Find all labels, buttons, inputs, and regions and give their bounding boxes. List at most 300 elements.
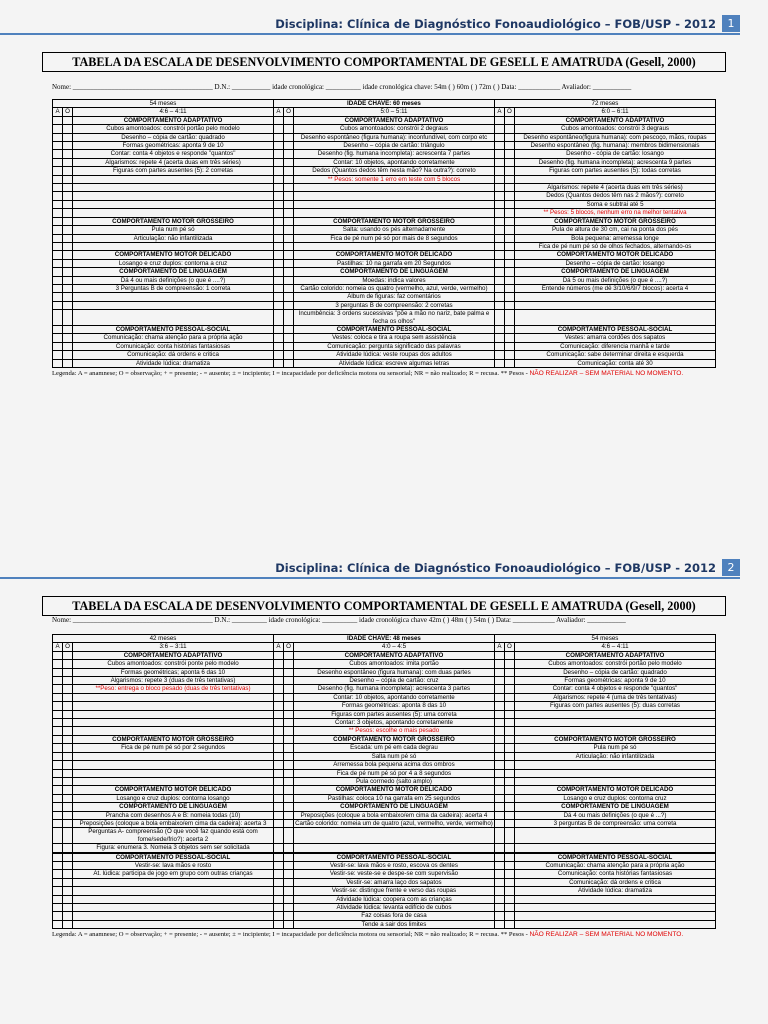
anamnese-cell[interactable] (53, 811, 63, 819)
anamnese-cell[interactable] (273, 752, 283, 760)
anamnese-cell[interactable] (53, 895, 63, 903)
anamnese-cell[interactable] (494, 651, 504, 659)
anamnese-cell[interactable] (53, 116, 63, 124)
observacao-cell[interactable] (63, 895, 73, 903)
anamnese-cell[interactable] (273, 895, 283, 903)
observacao-cell[interactable] (504, 226, 514, 234)
anamnese-cell[interactable] (494, 904, 504, 912)
observacao-cell[interactable] (504, 158, 514, 166)
anamnese-cell[interactable] (273, 693, 283, 701)
observacao-cell[interactable] (504, 342, 514, 350)
observacao-cell[interactable] (63, 660, 73, 668)
anamnese-cell[interactable] (53, 342, 63, 350)
anamnese-cell[interactable] (53, 351, 63, 359)
anamnese-cell[interactable] (494, 276, 504, 284)
anamnese-cell[interactable] (53, 668, 63, 676)
observacao-cell[interactable] (504, 133, 514, 141)
observacao-cell[interactable] (284, 116, 294, 124)
anamnese-cell[interactable] (53, 167, 63, 175)
observacao-cell[interactable] (63, 769, 73, 777)
observacao-cell[interactable] (63, 828, 73, 844)
anamnese-cell[interactable] (273, 685, 283, 693)
observacao-cell[interactable] (63, 803, 73, 811)
anamnese-cell[interactable] (494, 251, 504, 259)
anamnese-cell[interactable] (53, 761, 63, 769)
anamnese-cell[interactable] (273, 811, 283, 819)
observacao-cell[interactable] (284, 359, 294, 367)
observacao-cell[interactable] (63, 727, 73, 735)
anamnese-cell[interactable] (53, 651, 63, 659)
observacao-cell[interactable] (63, 844, 73, 852)
anamnese-cell[interactable] (273, 351, 283, 359)
anamnese-cell[interactable] (273, 803, 283, 811)
anamnese-cell[interactable] (273, 293, 283, 301)
anamnese-cell[interactable] (53, 142, 63, 150)
anamnese-cell[interactable] (53, 794, 63, 802)
anamnese-cell[interactable] (494, 125, 504, 133)
anamnese-cell[interactable] (273, 668, 283, 676)
observacao-cell[interactable] (63, 259, 73, 267)
observacao-cell[interactable] (504, 870, 514, 878)
observacao-cell[interactable] (284, 125, 294, 133)
anamnese-cell[interactable] (494, 209, 504, 217)
observacao-cell[interactable] (63, 752, 73, 760)
observacao-cell[interactable] (284, 351, 294, 359)
anamnese-cell[interactable] (53, 887, 63, 895)
anamnese-cell[interactable] (494, 351, 504, 359)
anamnese-cell[interactable] (273, 744, 283, 752)
anamnese-cell[interactable] (53, 133, 63, 141)
anamnese-cell[interactable] (273, 158, 283, 166)
observacao-cell[interactable] (63, 677, 73, 685)
observacao-cell[interactable] (284, 811, 294, 819)
anamnese-cell[interactable] (494, 175, 504, 183)
observacao-cell[interactable] (63, 693, 73, 701)
observacao-cell[interactable] (284, 301, 294, 309)
observacao-cell[interactable] (284, 735, 294, 743)
anamnese-cell[interactable] (273, 259, 283, 267)
anamnese-cell[interactable] (53, 359, 63, 367)
observacao-cell[interactable] (63, 351, 73, 359)
observacao-cell[interactable] (63, 133, 73, 141)
anamnese-cell[interactable] (494, 284, 504, 292)
anamnese-cell[interactable] (53, 226, 63, 234)
anamnese-cell[interactable] (494, 310, 504, 326)
observacao-cell[interactable] (63, 870, 73, 878)
observacao-cell[interactable] (504, 693, 514, 701)
observacao-cell[interactable] (284, 861, 294, 869)
anamnese-cell[interactable] (273, 828, 283, 844)
anamnese-cell[interactable] (494, 912, 504, 920)
anamnese-cell[interactable] (53, 158, 63, 166)
observacao-cell[interactable] (504, 719, 514, 727)
anamnese-cell[interactable] (494, 702, 504, 710)
observacao-cell[interactable] (284, 142, 294, 150)
observacao-cell[interactable] (284, 853, 294, 861)
observacao-cell[interactable] (504, 752, 514, 760)
anamnese-cell[interactable] (494, 226, 504, 234)
anamnese-cell[interactable] (494, 819, 504, 827)
observacao-cell[interactable] (284, 660, 294, 668)
anamnese-cell[interactable] (494, 301, 504, 309)
observacao-cell[interactable] (504, 651, 514, 659)
anamnese-cell[interactable] (53, 752, 63, 760)
anamnese-cell[interactable] (273, 200, 283, 208)
observacao-cell[interactable] (284, 200, 294, 208)
observacao-cell[interactable] (504, 116, 514, 124)
observacao-cell[interactable] (63, 819, 73, 827)
observacao-cell[interactable] (63, 710, 73, 718)
observacao-cell[interactable] (63, 668, 73, 676)
anamnese-cell[interactable] (53, 200, 63, 208)
observacao-cell[interactable] (284, 710, 294, 718)
anamnese-cell[interactable] (53, 853, 63, 861)
anamnese-cell[interactable] (494, 786, 504, 794)
anamnese-cell[interactable] (53, 259, 63, 267)
observacao-cell[interactable] (504, 920, 514, 928)
anamnese-cell[interactable] (494, 844, 504, 852)
anamnese-cell[interactable] (53, 251, 63, 259)
observacao-cell[interactable] (284, 878, 294, 886)
anamnese-cell[interactable] (53, 192, 63, 200)
anamnese-cell[interactable] (273, 660, 283, 668)
anamnese-cell[interactable] (494, 217, 504, 225)
anamnese-cell[interactable] (53, 920, 63, 928)
observacao-cell[interactable] (284, 912, 294, 920)
anamnese-cell[interactable] (494, 268, 504, 276)
anamnese-cell[interactable] (53, 276, 63, 284)
anamnese-cell[interactable] (494, 710, 504, 718)
anamnese-cell[interactable] (494, 242, 504, 250)
anamnese-cell[interactable] (494, 234, 504, 242)
anamnese-cell[interactable] (273, 786, 283, 794)
anamnese-cell[interactable] (273, 853, 283, 861)
anamnese-cell[interactable] (494, 811, 504, 819)
observacao-cell[interactable] (63, 268, 73, 276)
anamnese-cell[interactable] (53, 702, 63, 710)
anamnese-cell[interactable] (53, 234, 63, 242)
anamnese-cell[interactable] (273, 887, 283, 895)
anamnese-cell[interactable] (273, 142, 283, 150)
observacao-cell[interactable] (63, 904, 73, 912)
observacao-cell[interactable] (284, 887, 294, 895)
observacao-cell[interactable] (504, 125, 514, 133)
observacao-cell[interactable] (63, 359, 73, 367)
anamnese-cell[interactable] (494, 184, 504, 192)
anamnese-cell[interactable] (53, 719, 63, 727)
observacao-cell[interactable] (284, 259, 294, 267)
anamnese-cell[interactable] (494, 293, 504, 301)
observacao-cell[interactable] (504, 293, 514, 301)
anamnese-cell[interactable] (53, 870, 63, 878)
anamnese-cell[interactable] (53, 819, 63, 827)
observacao-cell[interactable] (504, 209, 514, 217)
anamnese-cell[interactable] (494, 325, 504, 333)
observacao-cell[interactable] (504, 184, 514, 192)
observacao-cell[interactable] (504, 310, 514, 326)
observacao-cell[interactable] (284, 242, 294, 250)
anamnese-cell[interactable] (494, 719, 504, 727)
observacao-cell[interactable] (63, 853, 73, 861)
observacao-cell[interactable] (504, 251, 514, 259)
observacao-cell[interactable] (63, 811, 73, 819)
observacao-cell[interactable] (504, 334, 514, 342)
observacao-cell[interactable] (284, 234, 294, 242)
anamnese-cell[interactable] (273, 242, 283, 250)
observacao-cell[interactable] (284, 150, 294, 158)
observacao-cell[interactable] (284, 786, 294, 794)
observacao-cell[interactable] (504, 359, 514, 367)
observacao-cell[interactable] (63, 887, 73, 895)
observacao-cell[interactable] (284, 895, 294, 903)
observacao-cell[interactable] (284, 769, 294, 777)
anamnese-cell[interactable] (273, 769, 283, 777)
anamnese-cell[interactable] (53, 912, 63, 920)
anamnese-cell[interactable] (53, 685, 63, 693)
observacao-cell[interactable] (63, 175, 73, 183)
anamnese-cell[interactable] (273, 310, 283, 326)
observacao-cell[interactable] (504, 234, 514, 242)
anamnese-cell[interactable] (53, 217, 63, 225)
anamnese-cell[interactable] (273, 125, 283, 133)
anamnese-cell[interactable] (273, 150, 283, 158)
observacao-cell[interactable] (284, 226, 294, 234)
observacao-cell[interactable] (63, 301, 73, 309)
anamnese-cell[interactable] (53, 293, 63, 301)
observacao-cell[interactable] (63, 342, 73, 350)
anamnese-cell[interactable] (273, 301, 283, 309)
anamnese-cell[interactable] (494, 668, 504, 676)
observacao-cell[interactable] (63, 200, 73, 208)
observacao-cell[interactable] (504, 351, 514, 359)
anamnese-cell[interactable] (494, 769, 504, 777)
observacao-cell[interactable] (504, 685, 514, 693)
observacao-cell[interactable] (63, 310, 73, 326)
anamnese-cell[interactable] (494, 359, 504, 367)
observacao-cell[interactable] (504, 727, 514, 735)
observacao-cell[interactable] (504, 668, 514, 676)
anamnese-cell[interactable] (53, 268, 63, 276)
anamnese-cell[interactable] (53, 803, 63, 811)
observacao-cell[interactable] (284, 685, 294, 693)
observacao-cell[interactable] (504, 904, 514, 912)
anamnese-cell[interactable] (494, 660, 504, 668)
anamnese-cell[interactable] (494, 777, 504, 785)
observacao-cell[interactable] (504, 284, 514, 292)
observacao-cell[interactable] (284, 819, 294, 827)
anamnese-cell[interactable] (273, 651, 283, 659)
anamnese-cell[interactable] (494, 200, 504, 208)
observacao-cell[interactable] (504, 744, 514, 752)
observacao-cell[interactable] (504, 844, 514, 852)
anamnese-cell[interactable] (273, 727, 283, 735)
observacao-cell[interactable] (63, 293, 73, 301)
observacao-cell[interactable] (284, 276, 294, 284)
observacao-cell[interactable] (284, 870, 294, 878)
anamnese-cell[interactable] (273, 209, 283, 217)
observacao-cell[interactable] (63, 761, 73, 769)
anamnese-cell[interactable] (494, 853, 504, 861)
anamnese-cell[interactable] (494, 342, 504, 350)
anamnese-cell[interactable] (273, 116, 283, 124)
anamnese-cell[interactable] (273, 677, 283, 685)
observacao-cell[interactable] (63, 651, 73, 659)
anamnese-cell[interactable] (273, 920, 283, 928)
observacao-cell[interactable] (504, 301, 514, 309)
anamnese-cell[interactable] (494, 803, 504, 811)
anamnese-cell[interactable] (494, 693, 504, 701)
anamnese-cell[interactable] (53, 310, 63, 326)
observacao-cell[interactable] (504, 887, 514, 895)
observacao-cell[interactable] (284, 209, 294, 217)
anamnese-cell[interactable] (53, 150, 63, 158)
observacao-cell[interactable] (504, 192, 514, 200)
anamnese-cell[interactable] (53, 125, 63, 133)
observacao-cell[interactable] (63, 192, 73, 200)
anamnese-cell[interactable] (273, 192, 283, 200)
observacao-cell[interactable] (63, 150, 73, 158)
anamnese-cell[interactable] (53, 844, 63, 852)
observacao-cell[interactable] (284, 651, 294, 659)
observacao-cell[interactable] (284, 284, 294, 292)
observacao-cell[interactable] (63, 794, 73, 802)
anamnese-cell[interactable] (53, 735, 63, 743)
observacao-cell[interactable] (284, 293, 294, 301)
anamnese-cell[interactable] (494, 895, 504, 903)
observacao-cell[interactable] (63, 234, 73, 242)
observacao-cell[interactable] (284, 184, 294, 192)
anamnese-cell[interactable] (53, 861, 63, 869)
anamnese-cell[interactable] (273, 342, 283, 350)
observacao-cell[interactable] (63, 226, 73, 234)
anamnese-cell[interactable] (53, 878, 63, 886)
observacao-cell[interactable] (504, 794, 514, 802)
observacao-cell[interactable] (504, 167, 514, 175)
observacao-cell[interactable] (63, 209, 73, 217)
observacao-cell[interactable] (284, 175, 294, 183)
anamnese-cell[interactable] (273, 234, 283, 242)
anamnese-cell[interactable] (273, 334, 283, 342)
anamnese-cell[interactable] (273, 167, 283, 175)
observacao-cell[interactable] (284, 310, 294, 326)
observacao-cell[interactable] (63, 276, 73, 284)
anamnese-cell[interactable] (494, 677, 504, 685)
anamnese-cell[interactable] (273, 878, 283, 886)
observacao-cell[interactable] (284, 158, 294, 166)
observacao-cell[interactable] (284, 803, 294, 811)
observacao-cell[interactable] (504, 217, 514, 225)
anamnese-cell[interactable] (53, 828, 63, 844)
observacao-cell[interactable] (504, 735, 514, 743)
anamnese-cell[interactable] (494, 158, 504, 166)
anamnese-cell[interactable] (273, 777, 283, 785)
anamnese-cell[interactable] (494, 861, 504, 869)
anamnese-cell[interactable] (53, 727, 63, 735)
observacao-cell[interactable] (504, 276, 514, 284)
observacao-cell[interactable] (504, 777, 514, 785)
anamnese-cell[interactable] (273, 251, 283, 259)
anamnese-cell[interactable] (273, 226, 283, 234)
observacao-cell[interactable] (284, 702, 294, 710)
anamnese-cell[interactable] (273, 276, 283, 284)
observacao-cell[interactable] (504, 819, 514, 827)
observacao-cell[interactable] (63, 251, 73, 259)
anamnese-cell[interactable] (494, 887, 504, 895)
anamnese-cell[interactable] (53, 242, 63, 250)
observacao-cell[interactable] (284, 752, 294, 760)
anamnese-cell[interactable] (273, 133, 283, 141)
anamnese-cell[interactable] (494, 685, 504, 693)
observacao-cell[interactable] (284, 217, 294, 225)
anamnese-cell[interactable] (53, 284, 63, 292)
observacao-cell[interactable] (284, 727, 294, 735)
anamnese-cell[interactable] (494, 116, 504, 124)
observacao-cell[interactable] (63, 116, 73, 124)
observacao-cell[interactable] (284, 761, 294, 769)
anamnese-cell[interactable] (53, 175, 63, 183)
anamnese-cell[interactable] (53, 693, 63, 701)
anamnese-cell[interactable] (273, 719, 283, 727)
anamnese-cell[interactable] (273, 761, 283, 769)
observacao-cell[interactable] (504, 803, 514, 811)
observacao-cell[interactable] (284, 920, 294, 928)
anamnese-cell[interactable] (494, 727, 504, 735)
observacao-cell[interactable] (504, 242, 514, 250)
anamnese-cell[interactable] (273, 325, 283, 333)
observacao-cell[interactable] (284, 794, 294, 802)
observacao-cell[interactable] (63, 719, 73, 727)
anamnese-cell[interactable] (494, 735, 504, 743)
observacao-cell[interactable] (504, 769, 514, 777)
observacao-cell[interactable] (504, 861, 514, 869)
observacao-cell[interactable] (284, 693, 294, 701)
anamnese-cell[interactable] (494, 920, 504, 928)
anamnese-cell[interactable] (273, 819, 283, 827)
observacao-cell[interactable] (63, 912, 73, 920)
observacao-cell[interactable] (63, 744, 73, 752)
anamnese-cell[interactable] (494, 794, 504, 802)
anamnese-cell[interactable] (494, 744, 504, 752)
observacao-cell[interactable] (63, 217, 73, 225)
observacao-cell[interactable] (504, 677, 514, 685)
observacao-cell[interactable] (284, 167, 294, 175)
anamnese-cell[interactable] (273, 702, 283, 710)
anamnese-cell[interactable] (273, 735, 283, 743)
observacao-cell[interactable] (504, 175, 514, 183)
anamnese-cell[interactable] (53, 677, 63, 685)
observacao-cell[interactable] (63, 735, 73, 743)
observacao-cell[interactable] (504, 142, 514, 150)
observacao-cell[interactable] (284, 133, 294, 141)
observacao-cell[interactable] (504, 268, 514, 276)
anamnese-cell[interactable] (494, 259, 504, 267)
observacao-cell[interactable] (63, 325, 73, 333)
observacao-cell[interactable] (63, 920, 73, 928)
observacao-cell[interactable] (284, 777, 294, 785)
observacao-cell[interactable] (63, 184, 73, 192)
anamnese-cell[interactable] (273, 268, 283, 276)
observacao-cell[interactable] (284, 844, 294, 852)
anamnese-cell[interactable] (273, 794, 283, 802)
observacao-cell[interactable] (284, 342, 294, 350)
observacao-cell[interactable] (504, 828, 514, 844)
observacao-cell[interactable] (284, 828, 294, 844)
observacao-cell[interactable] (63, 167, 73, 175)
anamnese-cell[interactable] (273, 284, 283, 292)
anamnese-cell[interactable] (273, 904, 283, 912)
observacao-cell[interactable] (63, 786, 73, 794)
observacao-cell[interactable] (63, 685, 73, 693)
